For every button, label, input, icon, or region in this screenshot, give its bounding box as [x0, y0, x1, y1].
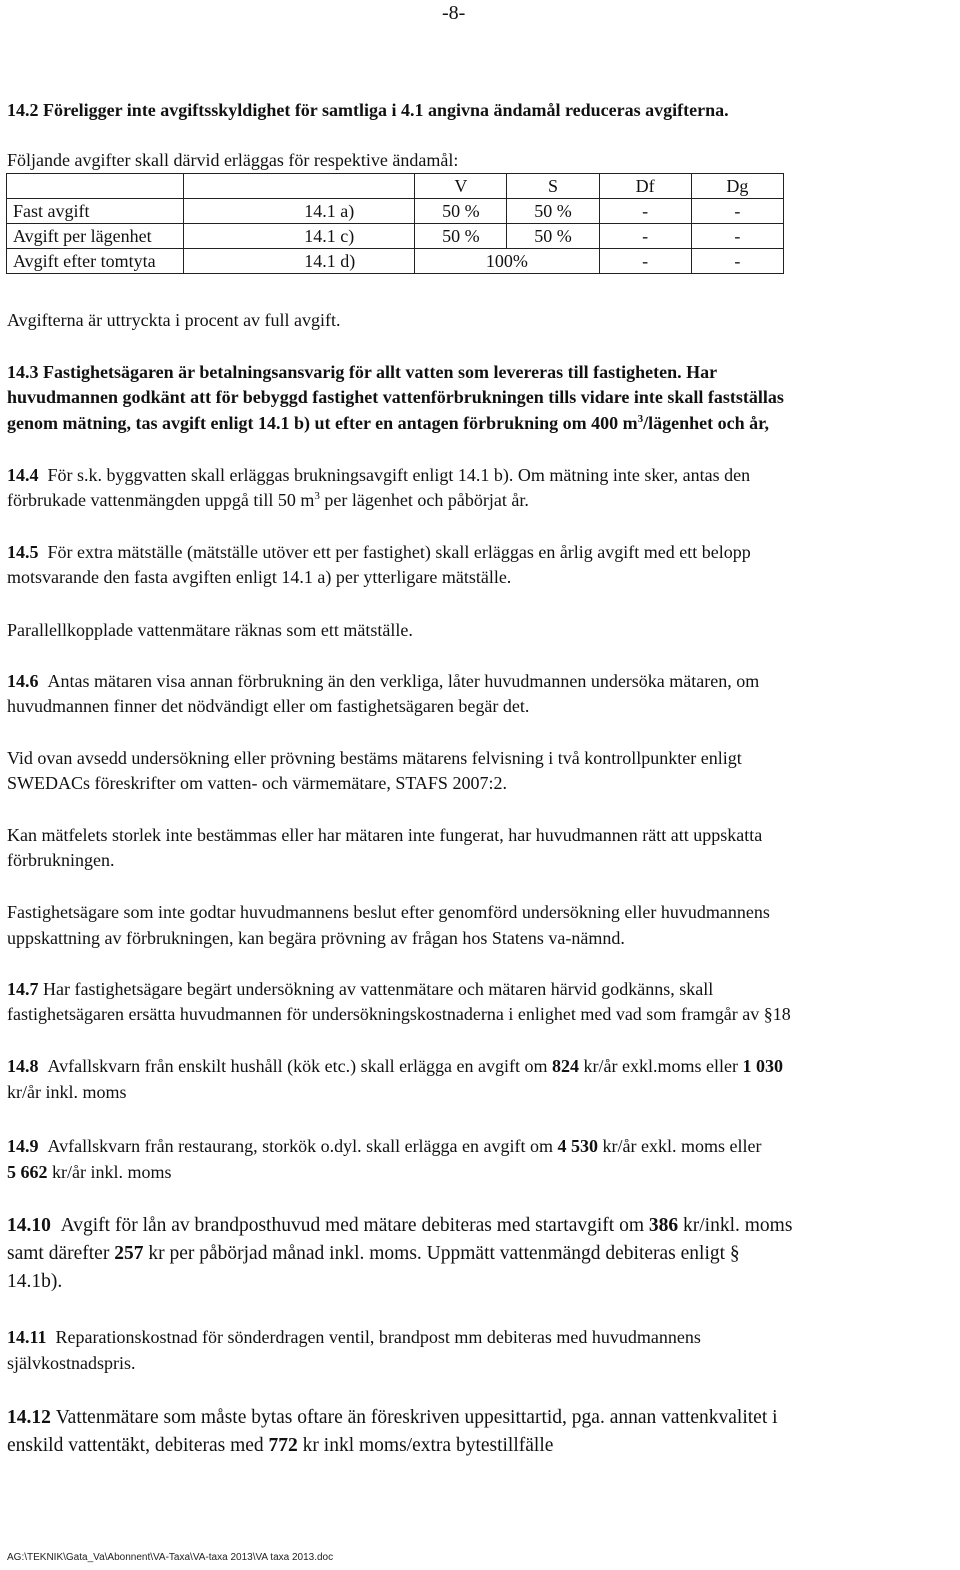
section-14-6-p3-line1: Kan mätfelets storlek inte bestämmas eller har mätaren inte fungerat, har huvudmannen rätt att uppskatta	[7, 825, 763, 845]
table-header-cell	[184, 174, 415, 199]
table-cell: Avgift per lägenhet	[7, 224, 184, 249]
table-cell: 14.1 c)	[184, 224, 415, 249]
table-cell: 50 %	[507, 199, 599, 224]
section-14-4-line2: förbrukade vattenmängden uppgå till 50 $m^3$ per lägenhet och påbörjat år.	[7, 490, 529, 510]
table-cell: 14.1 d)	[184, 249, 415, 274]
page-number: -8-	[442, 2, 466, 24]
section-14-2-intro: Följande avgifter skall därvid erläggas för respektive ändamål:	[7, 150, 459, 170]
section-14-6-p4-line1: Fastighetsägare som inte godtar huvudmannens beslut efter genomförd undersökning eller huvudmannens	[7, 902, 770, 922]
section-14-10-line3: 14.1b).	[7, 1271, 63, 1292]
table-cell: -	[599, 249, 691, 274]
section-14-5-line2: motsvarande den fasta avgiften enligt 14.1 a) per ytterligare mätställe.	[7, 567, 512, 587]
section-14-9-line2: 5 662 kr/år inkl. moms	[7, 1162, 172, 1182]
table-cell: 50 %	[415, 224, 507, 249]
section-14-6-line2: huvudmannen finner det nödvändigt eller om fastighetsägaren begär det.	[7, 696, 530, 716]
section-14-10-line2: samt därefter 257 kr per påbörjad månad inkl. moms. Uppmätt vattenmängd debiteras enligt §	[7, 1243, 740, 1264]
table-header-cell: S	[507, 174, 599, 199]
table-header-row	[7, 174, 784, 199]
section-14-3-line3: genom mätning, tas avgift enligt 14.1 b) ut efter en antagen förbrukning om 400 $m^3$/lägenhet och år,	[7, 413, 769, 433]
section-14-8-line2: kr/år inkl. moms	[7, 1082, 127, 1102]
file-path-footer: AG:\TEKNIK\Gata_Va\Abonnent\VA-Taxa\VA-taxa 2013\VA taxa 2013.doc	[7, 1552, 334, 1563]
table-cell: -	[691, 249, 783, 274]
fee-table	[6, 173, 784, 274]
table-cell: 100%	[415, 249, 599, 274]
section-14-8-line1: 14.8 Avfallskvarn från enskilt hushåll (kök etc.) skall erlägga en avgift om 824 kr/år exkl.moms eller 1 030	[7, 1056, 783, 1076]
table-cell: -	[599, 224, 691, 249]
section-14-9-line1: 14.9 Avfallskvarn från restaurang, storkök o.dyl. skall erlägga en avgift om 4 530 kr/år exkl. moms eller	[7, 1136, 762, 1156]
table-header-cell: V	[415, 174, 507, 199]
table-row	[7, 224, 784, 249]
section-14-12-line2: enskild vattentäkt, debiteras med 772 kr inkl moms/extra bytestillfälle	[7, 1435, 554, 1456]
table-row	[7, 249, 784, 274]
table-header-cell: Dg	[691, 174, 783, 199]
section-14-3-line1: 14.3 Fastighetsägaren är betalningsansvarig för allt vatten som levereras till fastigheten. Har	[7, 362, 718, 382]
table-cell: -	[691, 199, 783, 224]
table-cell: 14.1 a)	[184, 199, 415, 224]
table-cell: -	[691, 224, 783, 249]
section-14-2-heading: 14.2 Föreligger inte avgiftsskyldighet för samtliga i 4.1 angivna ändamål reduceras avgifterna.	[7, 100, 729, 120]
table-cell: 50 %	[415, 199, 507, 224]
section-14-6-p4-line2: uppskattning av förbrukningen, kan begära prövning av frågan hos Statens va-nämnd.	[7, 928, 625, 948]
table-header-cell: Df	[599, 174, 691, 199]
section-14-10-line1: 14.10 Avgift för lån av brandposthuvud med mätare debiteras med startavgift om 386 kr/inkl. moms	[7, 1215, 793, 1236]
table-header-cell	[7, 174, 184, 199]
table-cell: -	[599, 199, 691, 224]
section-14-3-line2: huvudmannen godkänt att för bebyggd fastighet vattenförbrukningen tills vidare inte skall fastställas	[7, 387, 784, 407]
section-14-6-p3-line2: förbrukningen.	[7, 850, 115, 870]
percent-note: Avgifterna är uttryckta i procent av full avgift.	[7, 310, 341, 330]
table-row	[7, 199, 784, 224]
section-14-12-line1: 14.12 Vattenmätare som måste bytas oftare än föreskriven uppesittartid, pga. annan vattenkvalitet i	[7, 1407, 778, 1428]
section-14-5-para2: Parallellkopplade vattenmätare räknas som ett mätställe.	[7, 620, 413, 640]
section-14-6-p2-line2: SWEDACs föreskrifter om vatten- och värmemätare, STAFS 2007:2.	[7, 773, 507, 793]
section-14-4-line1: 14.4 För s.k. byggvatten skall erläggas brukningsavgift enligt 14.1 b). Om mätning inte sker, antas den	[7, 465, 751, 485]
section-14-5-line1: 14.5 För extra mätställe (mätställe utöver ett per fastighet) skall erläggas en årlig avgift med ett belopp	[7, 542, 751, 562]
section-14-11-line1: 14.11 Reparationskostnad för sönderdragen ventil, brandpost mm debiteras med huvudmannens	[7, 1327, 701, 1347]
table-cell: 50 %	[507, 224, 599, 249]
section-14-6-p2-line1: Vid ovan avsedd undersökning eller prövning bestäms mätarens felvisning i två kontrollpunkter enligt	[7, 748, 742, 768]
section-14-7-line2: fastighetsägaren ersätta huvudmannen för undersökningskostnaderna i enlighet med vad som framgår av §18	[7, 1004, 791, 1024]
section-14-7-line1: 14.7 Har fastighetsägare begärt undersökning av vattenmätare och mätaren härvid godkänns, skall	[7, 979, 714, 999]
section-14-11-line2: självkostnadspris.	[7, 1353, 136, 1373]
table-cell: Avgift efter tomtyta	[7, 249, 184, 274]
section-14-6-line1: 14.6 Antas mätaren visa annan förbrukning än den verkliga, låter huvudmannen undersöka mätaren, om	[7, 671, 760, 691]
table-cell: Fast avgift	[7, 199, 184, 224]
